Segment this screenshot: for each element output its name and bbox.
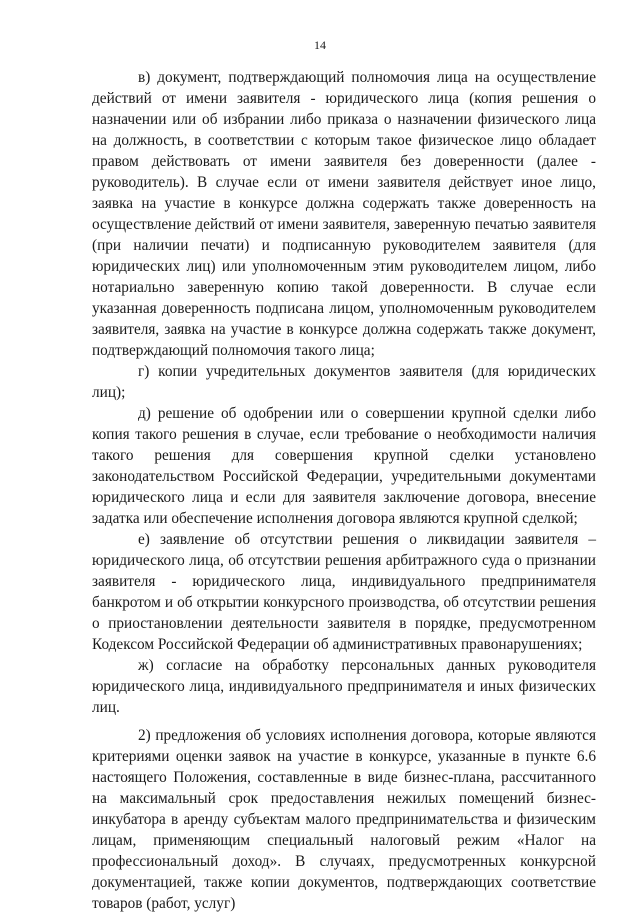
paragraph-item-v: в) документ, подтверждающий полномочия лица на осуществление действий от имени заявителя - юридического лица (копия решения о назначении или об избрании либо приказа о назначении физического лица на должность, в соответствии с которым такое физическое лицо обладает правом действовать от имени заявителя без доверенности (далее - руководитель). В случае если от имени заявителя действует иное лицо, заявка на участие в конкурсе должна содержать также доверенность на осуществление действий от имени заявителя, заверенную печатью заявителя (при наличии печати) и подписанную руководителем заявителя (для юридических лиц) или уполномоченным этим руководителем лицом, либо нотариально заверенную копию такой доверенности. В случае если указанная доверенность подписана лицом, уполномоченным руководителем заявителя, заявка на участие в конкурсе должна содержать также документ, подтверждающий полномочия такого лица; — [92, 69, 596, 359]
paragraph-item-zh: ж) согласие на обработку персональных данных руководителя юридического лица, индивидуального предпринимателя и иных физических лиц. — [92, 657, 596, 716]
page-number: 14 — [314, 38, 326, 52]
paragraph-item-2: 2) предложения об условиях исполнения договора, которые являются критериями оценки заявок на участие в конкурсе, указанные в пункте 6.6 настоящего Положения, составленные в виде бизнес-плана, рассчитанного на максимальный срок предоставления нежилых помещений бизнес-инкубатора в аренду субъектам малого предпринимательства и физическим лицам, применяющим специальный налоговый режим «Налог на профессиональный доход». В случаях, предусмотренных конкурсной документацией, также копии документов, подтверждающих соответствие товаров (работ, услуг) — [92, 727, 596, 912]
paragraph-item-g: г) копии учредительных документов заявителя (для юридических лиц); — [92, 363, 596, 401]
paragraph-item-e: е) заявление об отсутствии решения о ликвидации заявителя – юридического лица, об отсутствии решения арбитражного суда о признании заявителя - юридического лица, индивидуального предпринимателя банкротом и об открытии конкурсного производства, об отсутствии решения о приостановлении деятельности заявителя в порядке, предусмотренном Кодексом Российской Федерации об административных правонарушениях; — [92, 531, 596, 653]
document-body — [92, 67, 596, 914]
paragraph-item-d: д) решение об одобрении или о совершении крупной сделки либо копия такого решения в случае, если требование о необходимости наличия такого решения для совершения крупной сделки установлено законодательством Российской Федерации, учредительными документами юридического лица и если для заявителя заключение договора, внесение задатка или обеспечение исполнения договора являются крупной сделкой; — [92, 405, 596, 527]
